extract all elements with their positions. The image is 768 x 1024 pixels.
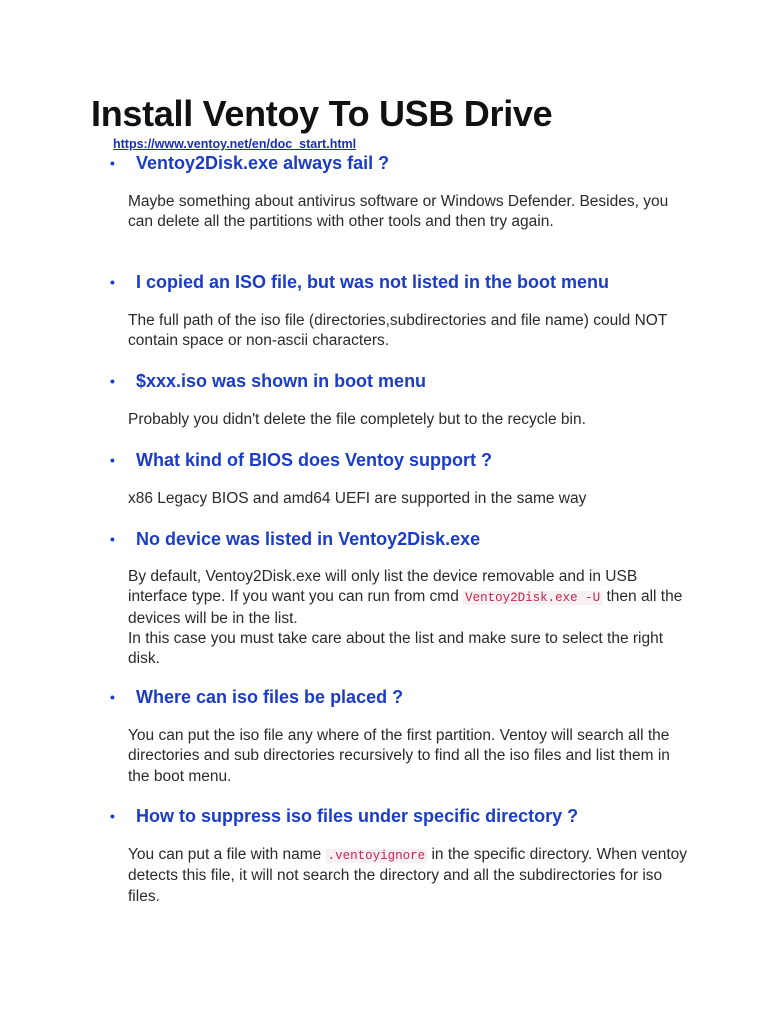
bullet-icon: • xyxy=(110,155,115,171)
answer-text: You can put a file with name xyxy=(128,846,322,863)
faq-question-suppress-iso xyxy=(110,805,578,827)
faq-question-text: I copied an ISO file, but was not listed in the boot menu xyxy=(136,272,610,292)
answer-text: In this case you must take care about the list and make sure to select the right disk. xyxy=(128,629,664,668)
faq-question-bios xyxy=(110,449,492,471)
faq-answer-bios: x86 Legacy BIOS and amd64 UEFI are supported in the same way xyxy=(128,490,587,507)
faq-question-xxx-iso xyxy=(110,370,426,392)
faq-question-antivirus xyxy=(110,152,389,174)
answer-text: By default, Ventoy2Disk.exe will only list the device removable and in USB interface type. If you want you can run from cmd xyxy=(128,568,638,606)
faq-question-text: $xxx.iso was shown in boot menu xyxy=(136,371,427,391)
faq-question-iso-not-listed xyxy=(110,271,609,293)
faq-question-iso-placement xyxy=(110,686,403,708)
faq-question-text: What kind of BIOS does Ventoy support ? xyxy=(136,450,493,470)
faq-answer-antivirus: Maybe something about antivirus software or Windows Defender. Besides, you can delete all the partitions with other tools and then try again. xyxy=(128,193,669,231)
answer-text: in the specific directory. When ventoy detects this file, it will not search the directory and all the subdirectories for iso files. xyxy=(128,846,688,905)
faq-question-text: No device was listed in Ventoy2Disk.exe xyxy=(136,529,481,549)
faq-answer-iso-not-listed: The full path of the iso file (directories,subdirectories and file name) could NOT contain space or non-ascii characters. xyxy=(128,312,668,350)
bullet-icon: • xyxy=(110,808,115,824)
bullet-icon: • xyxy=(110,274,115,290)
source-link[interactable]: https://www.ventoy.net/en/doc_start.html xyxy=(113,137,357,151)
faq-question-text: How to suppress iso files under specific directory ? xyxy=(136,806,579,826)
bullet-icon: • xyxy=(110,373,115,389)
faq-question-text: Where can iso files be placed ? xyxy=(136,687,404,707)
bullet-icon: • xyxy=(110,452,115,468)
answer-text: then all the devices will be in the list. xyxy=(128,588,683,627)
inline-code: .ventoyignore xyxy=(327,849,426,863)
bullet-icon: • xyxy=(110,689,115,705)
bullet-icon: • xyxy=(110,531,115,547)
faq-answer-suppress-iso xyxy=(128,845,688,907)
faq-answer-iso-placement: You can put the iso file any where of the first partition. Ventoy will search all the directories and sub directories recursively to find all the iso files and list them in the boot menu. xyxy=(128,727,670,785)
inline-code: Ventoy2Disk.exe -U xyxy=(465,591,601,606)
faq-question-no-device xyxy=(110,528,480,550)
faq-answer-xxx-iso: Probably you didn't delete the file completely but to the recycle bin. xyxy=(128,411,586,428)
faq-question-text: Ventoy2Disk.exe always fail ? xyxy=(136,153,390,173)
faq-answer-no-device xyxy=(128,567,688,669)
page-title: Install Ventoy To USB Drive xyxy=(91,93,553,134)
